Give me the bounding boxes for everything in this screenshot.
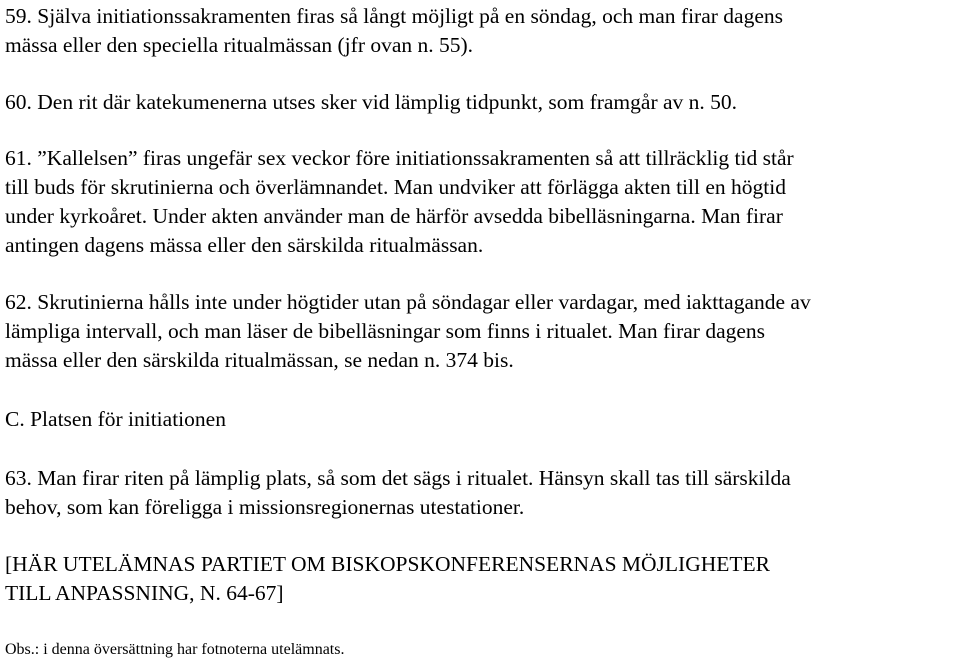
paragraph-60	[5, 88, 737, 117]
footnote-remark-text: Obs.: i denna översättning har fotnoterna utelämnats.	[5, 641, 345, 658]
section-heading-c	[5, 405, 226, 434]
paragraph-62	[5, 288, 811, 375]
omission-notice	[5, 550, 770, 608]
section-heading-c-text: C. Platsen för initiationen	[5, 407, 226, 431]
paragraph-62-line-1: 62. Skrutinierna hålls inte under högtider utan på söndagar eller vardagar, med iakttagande av	[5, 290, 811, 314]
paragraph-61	[5, 144, 794, 260]
omission-notice-line-2: TILL ANPASSNING, N. 64-67]	[5, 581, 284, 605]
paragraph-59	[5, 2, 783, 60]
paragraph-61-line-1: 61. ”Kallelsen” firas ungefär sex veckor före initiationssakramenten så att tillräcklig tid står	[5, 146, 794, 170]
paragraph-63-line-1: 63. Man firar riten på lämplig plats, så som det sägs i ritualet. Hänsyn skall tas till särskilda	[5, 466, 791, 490]
paragraph-59-line-2: mässa eller den speciella ritualmässan (jfr ovan n. 55).	[5, 33, 474, 57]
paragraph-61-line-2: till buds för skrutinierna och överlämnandet. Man undviker att förlägga akten till en högtid	[5, 175, 786, 199]
paragraph-63-line-2: behov, som kan föreligga i missionsregionernas utestationer.	[5, 495, 525, 519]
paragraph-61-line-4: antingen dagens mässa eller den särskilda ritualmässan.	[5, 233, 484, 257]
paragraph-59-line-1: 59. Själva initiationssakramenten firas så långt möjligt på en söndag, och man firar dagens	[5, 4, 783, 28]
omission-notice-line-1: [HÄR UTELÄMNAS PARTIET OM BISKOPSKONFERENSERNAS MÖJLIGHETER	[5, 552, 771, 576]
paragraph-62-line-2: lämpliga intervall, och man läser de bibelläsningar som finns i ritualet. Man firar dagens	[5, 319, 766, 343]
footnote-remark	[5, 640, 344, 660]
paragraph-63	[5, 464, 791, 522]
paragraph-62-line-3: mässa eller den särskilda ritualmässan, se nedan n. 374 bis.	[5, 348, 514, 372]
paragraph-60-line-1: 60. Den rit där katekumenerna utses sker vid lämplig tidpunkt, som framgår av n. 50.	[5, 90, 738, 114]
paragraph-61-line-3: under kyrkoåret. Under akten använder man de härför avsedda bibelläsningarna. Man firar	[5, 204, 783, 228]
